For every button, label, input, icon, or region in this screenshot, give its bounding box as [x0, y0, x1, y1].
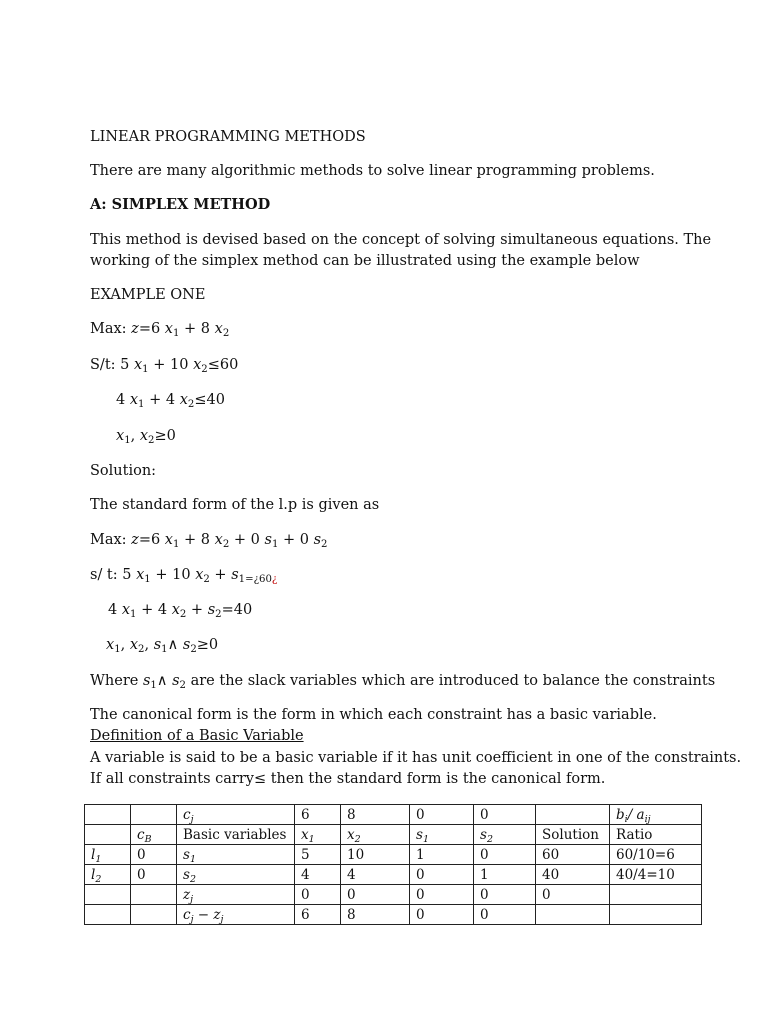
cell: 0	[341, 885, 410, 905]
table-row	[85, 865, 702, 885]
cell: Basic variables	[177, 825, 295, 845]
cell	[85, 885, 131, 905]
cell	[85, 825, 131, 845]
cell: 0	[536, 885, 610, 905]
cell: 10	[341, 845, 410, 865]
cell	[85, 905, 131, 925]
cell	[610, 905, 702, 925]
cell: 6	[295, 805, 341, 825]
simplex-tableau	[84, 804, 702, 925]
cell: 8	[341, 905, 410, 925]
definition-heading: Definition of a Basic Variable	[90, 728, 304, 744]
cell: 0	[474, 845, 536, 865]
cell: 60	[536, 845, 610, 865]
cell: 1	[410, 845, 474, 865]
cell: Solution	[536, 825, 610, 845]
standard-non-negativity: $x_1$, $x_2$, $s_1\wedge$ $s_2\ge 0$	[106, 637, 219, 655]
st-label-lower: s/ t:	[90, 567, 118, 583]
cell: 0	[131, 845, 177, 865]
intro-paragraph: There are many algorithmic methods to solve linear programming problems.	[90, 163, 655, 179]
st-label: S/t:	[90, 357, 116, 373]
cell: 1	[474, 865, 536, 885]
standard-form-intro: The standard form of the l.p is given as	[90, 497, 380, 513]
cell-x1-header: $x_1$	[295, 825, 341, 845]
standard-constraint-2: 4 $x_1 + 4$ $x_2 + s_2=40$	[108, 602, 253, 620]
where-prefix: Where	[90, 673, 139, 689]
cell: 4	[295, 865, 341, 885]
cell	[536, 805, 610, 825]
cell	[536, 905, 610, 925]
standard-objective: Max: z=6 $x_1 + 8$ $x_2 + 0$ $s_1 + 0$ $s_2$	[90, 532, 328, 550]
cell-cj-zj-label: $c_j - z_j$	[177, 905, 295, 925]
cell	[610, 885, 702, 905]
cell: 6	[295, 905, 341, 925]
cell-basic-var: $s_1$	[177, 845, 295, 865]
description-line-1: This method is devised based on the concept of solving simultaneous equations. The	[90, 232, 712, 248]
cell-basic-var: $s_2$	[177, 865, 295, 885]
cell: 0	[474, 905, 536, 925]
constraint-1: S/t: 5 $x_1 + 10$ $x_2\le 60$	[90, 357, 239, 375]
slack-variables-note: Where $s_1\wedge$ $s_2$ are the slack variables which are introduced to balance the constraints	[90, 673, 716, 691]
cell: 0	[474, 885, 536, 905]
cell: 4	[341, 865, 410, 885]
cell: 0	[131, 865, 177, 885]
table-row-cj	[85, 805, 702, 825]
where-suffix: are the slack variables which are introduced to balance the constraints	[190, 673, 716, 689]
cell-s2-header: $s_2$	[474, 825, 536, 845]
max-label-2: Max:	[90, 532, 127, 548]
table-row-cj-zj	[85, 905, 702, 925]
cell	[131, 885, 177, 905]
cell-ratio-formula: $b_i/$ $a_{ij}$	[610, 805, 702, 825]
cell: 0	[410, 905, 474, 925]
table-row-zj	[85, 885, 702, 905]
max-label: Max:	[90, 321, 127, 337]
cell-s1-header: $s_1$	[410, 825, 474, 845]
cell-cb-header: $c_B$	[131, 825, 177, 845]
section-heading-simplex: A: SIMPLEX METHOD	[90, 196, 271, 213]
cell: 0	[410, 885, 474, 905]
cell-row-label: $l_1$	[85, 845, 131, 865]
standard-constraint-1: s/ t: 5 $x_1 + 10$ $x_2 + s_{1=¿60¿}$	[90, 567, 278, 585]
objective-function: Max: z=6 $x_1 + 8$ $x_2$	[90, 321, 230, 339]
solution-label: Solution:	[90, 463, 157, 479]
cell: 5	[295, 845, 341, 865]
cell-cj-label: $c_j$	[177, 805, 295, 825]
table-header-row	[85, 825, 702, 845]
cell-row-label: $l_2$	[85, 865, 131, 885]
cell-zj-label: $z_j$	[177, 885, 295, 905]
cell	[131, 805, 177, 825]
cell: 60/10=6	[610, 845, 702, 865]
cell: 0	[295, 885, 341, 905]
example-heading: EXAMPLE ONE	[90, 287, 206, 303]
cell-x2-header: $x_2$	[341, 825, 410, 845]
cell: 0	[410, 805, 474, 825]
cell	[85, 805, 131, 825]
table-row	[85, 845, 702, 865]
constraint-2: 4 $x_1 + 4$ $x_2\le 40$	[116, 392, 225, 410]
non-negativity: $x_1$, $x_2\ge 0$	[116, 428, 176, 446]
cell: 40	[536, 865, 610, 885]
canonical-form-text: The canonical form is the form in which each constraint has a basic variable.	[90, 707, 657, 723]
cell	[131, 905, 177, 925]
definition-line-2: If all constraints carry≤ then the standard form is the canonical form.	[90, 771, 606, 787]
cell: 8	[341, 805, 410, 825]
cell: Ratio	[610, 825, 702, 845]
cell: 0	[410, 865, 474, 885]
cell: 40/4=10	[610, 865, 702, 885]
page-title: LINEAR PROGRAMMING METHODS	[90, 129, 366, 145]
cell: 0	[474, 805, 536, 825]
definition-line-1: A variable is said to be a basic variable if it has unit coefficient in one of the constraints.	[90, 750, 742, 766]
description-line-2: working of the simplex method can be illustrated using the example below	[90, 253, 640, 269]
